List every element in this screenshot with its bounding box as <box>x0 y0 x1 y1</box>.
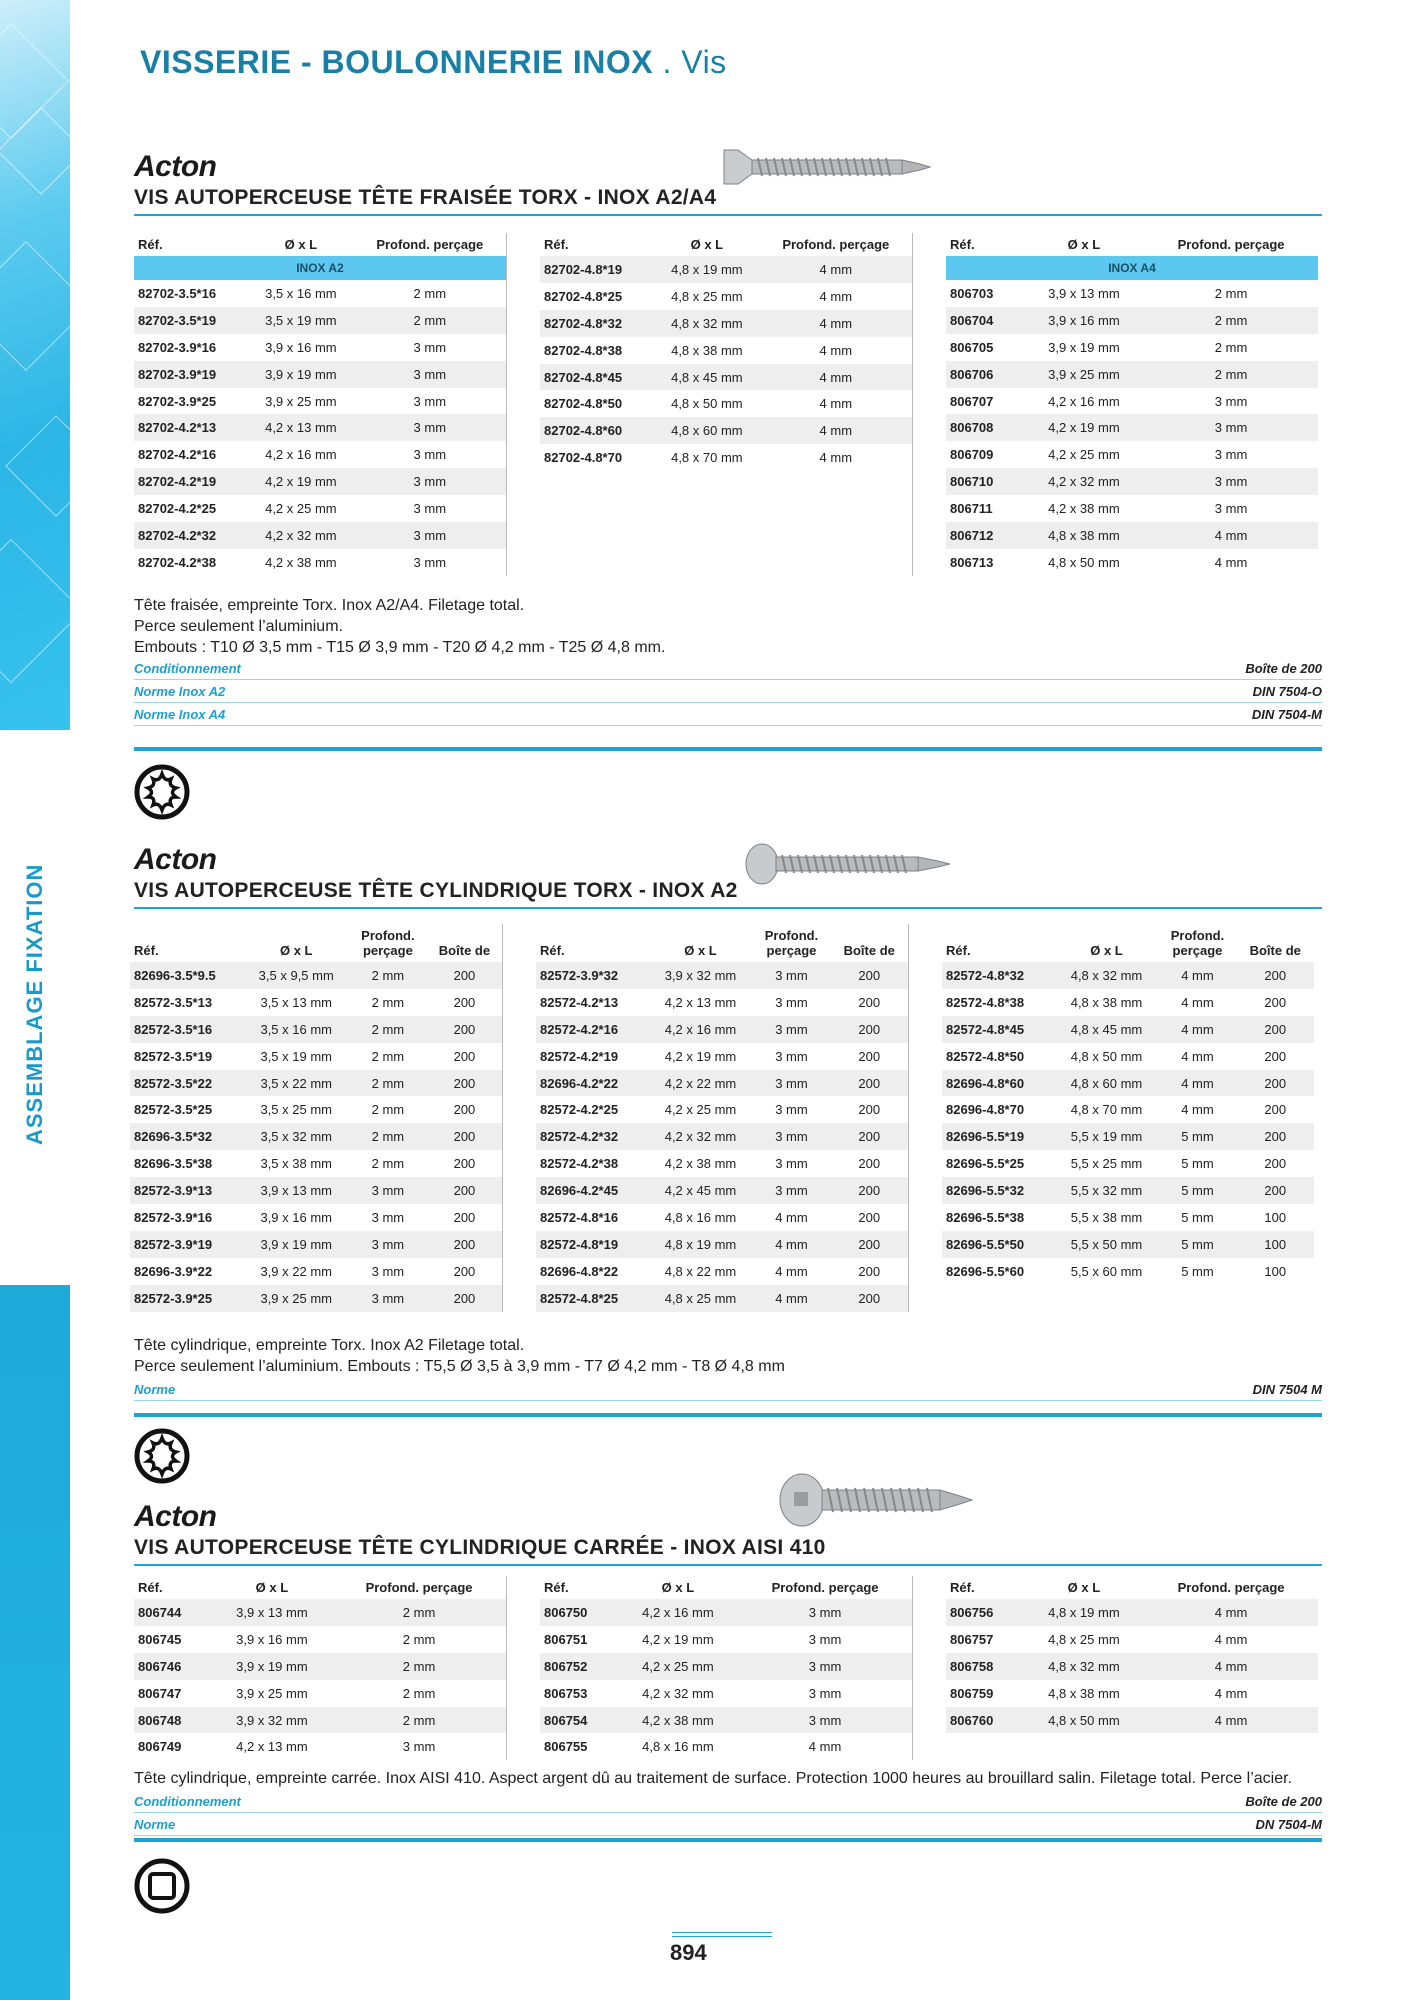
table-column <box>946 233 1318 576</box>
header-dim: Ø x L <box>1067 237 1101 252</box>
table-row: 806758 4,8 x 32 mm 4 mm <box>946 1653 1318 1680</box>
table-row: 806745 3,9 x 16 mm 2 mm <box>138 1631 436 1647</box>
table-row: 82702-4.8*38 4,8 x 38 mm 4 mm <box>544 342 853 358</box>
divider <box>134 214 1322 216</box>
page-title-sub: . Vis <box>662 44 727 80</box>
table-row: 82702-4.2*32 4,2 x 32 mm 3 mm <box>134 522 506 549</box>
table-row: 82702-4.8*45 4,8 x 45 mm 4 mm <box>540 364 912 391</box>
spec-list <box>134 1378 1322 1401</box>
table-row: 82702-4.8*25 4,8 x 25 mm 4 mm <box>544 288 853 304</box>
table-column <box>134 233 507 576</box>
table-row: 806710 4,2 x 32 mm 3 mm <box>946 468 1318 495</box>
table-row: 82696-3.5*38 3,5 x 38 mm 2 mm 200 <box>134 1156 476 1172</box>
table-column <box>946 1576 1318 1760</box>
table-row: 806750 4,2 x 16 mm 3 mm <box>540 1599 912 1626</box>
table-row: 82572-4.8*19 4,8 x 19 mm 4 mm 200 <box>536 1231 908 1258</box>
table-row: 82702-3.9*25 3,9 x 25 mm 3 mm <box>138 393 447 409</box>
brand-logo: Acton <box>134 1500 217 1533</box>
table-row: 82702-3.5*16 3,5 x 16 mm 2 mm <box>138 285 447 301</box>
table-row: 82696-4.2*22 4,2 x 22 mm 3 mm 200 <box>536 1070 908 1097</box>
table-row: 806749 4,2 x 13 mm 3 mm <box>138 1739 436 1755</box>
page-title <box>140 44 727 81</box>
header-ref: Réf. <box>946 943 971 958</box>
spec-row: Conditionnement Boîte de 200 <box>134 657 1322 680</box>
table-row: 806757 4,8 x 25 mm 4 mm <box>950 1631 1248 1647</box>
table-row: 82572-3.9*25 3,9 x 25 mm 3 mm 200 <box>130 1285 502 1312</box>
header-ref: Réf. <box>138 237 163 252</box>
spec-list <box>134 1790 1322 1836</box>
table-row: 82572-3.5*16 3,5 x 16 mm 2 mm 200 <box>130 1016 502 1043</box>
header-dim: Ø x L <box>279 943 313 958</box>
header-depth: Profond. perçage <box>1177 237 1285 252</box>
table-row: 82696-3.9*22 3,9 x 22 mm 3 mm 200 <box>134 1263 476 1279</box>
table-column <box>536 924 909 1312</box>
spec-list <box>134 657 1322 726</box>
square-drive-icon <box>134 1858 190 1914</box>
table-row: 806759 4,8 x 38 mm 4 mm <box>950 1685 1248 1701</box>
material-band: INOX A4 <box>946 256 1318 280</box>
table-row: 82572-4.2*32 4,2 x 32 mm 3 mm 200 <box>536 1123 908 1150</box>
header-box: Boîte de <box>843 943 895 958</box>
product-section-3 <box>134 1500 1322 1566</box>
header-ref: Réf. <box>134 943 159 958</box>
table-column <box>540 1576 913 1760</box>
table-row: 82702-4.8*32 4,8 x 32 mm 4 mm <box>540 310 912 337</box>
header-depth: Profond. perçage <box>361 928 415 958</box>
screw-cylinder-torx-image <box>742 842 956 886</box>
table-row: 82572-4.2*38 4,2 x 38 mm 3 mm 200 <box>540 1156 881 1172</box>
table-row: 82572-4.2*16 4,2 x 16 mm 3 mm 200 <box>536 1016 908 1043</box>
divider <box>134 1413 1322 1417</box>
table-row: 806705 3,9 x 19 mm 2 mm <box>950 339 1248 355</box>
table-row: 806711 4,2 x 38 mm 3 mm <box>950 501 1248 517</box>
table-row: 806703 3,9 x 13 mm 2 mm <box>950 285 1248 301</box>
table-row: 806713 4,8 x 50 mm 4 mm <box>950 554 1248 570</box>
table-row: 82572-3.5*25 3,5 x 25 mm 2 mm 200 <box>134 1102 476 1118</box>
table-row: 806712 4,8 x 38 mm 4 mm <box>946 522 1318 549</box>
table-row: 806751 4,2 x 19 mm 3 mm <box>544 1631 842 1647</box>
sidebar-label: ASSEMBLAGE FIXATION <box>22 863 47 1145</box>
table-row: 806747 3,9 x 25 mm 2 mm <box>138 1685 436 1701</box>
header-dim: Ø x L <box>284 237 318 252</box>
table-row: 82696-4.8*60 4,8 x 60 mm 4 mm 200 <box>942 1070 1314 1097</box>
table-row: 82702-4.2*16 4,2 x 16 mm 3 mm <box>138 447 447 463</box>
table-row: 82696-3.5*32 3,5 x 32 mm 2 mm 200 <box>130 1123 502 1150</box>
table-row: 82572-4.8*32 4,8 x 32 mm 4 mm 200 <box>942 962 1314 989</box>
spec-row: Norme DN 7504-M <box>134 1813 1322 1836</box>
table-row: 82696-5.5*32 5,5 x 32 mm 5 mm 200 <box>942 1177 1314 1204</box>
table-row: 806748 3,9 x 32 mm 2 mm <box>134 1707 506 1734</box>
table-row: 82696-5.5*60 5,5 x 60 mm 5 mm 100 <box>946 1263 1287 1279</box>
page-number-rule <box>672 1932 772 1937</box>
header-ref: Réf. <box>138 1580 163 1595</box>
table-row: 82572-3.9*16 3,9 x 16 mm 3 mm 200 <box>134 1209 476 1225</box>
header-depth: Profond. perçage <box>771 1580 879 1595</box>
table-row: 82702-4.8*50 4,8 x 50 mm 4 mm <box>544 396 853 412</box>
brand-logo: Acton <box>134 150 217 183</box>
description: Tête cylindrique, empreinte carrée. Inox AISI 410. Aspect argent dû au traitement de surface. Protection 1000 heures au brouillard salin. Filetage total. Perce l’acier. <box>134 1770 1292 1787</box>
description: Tête fraisée, empreinte Torx. Inox A2/A4. Filetage total. Perce seulement l’aluminium. Embouts : T10 Ø 3,5 mm - T15 Ø 3,9 mm - T20 Ø 4,2 mm - T25 Ø 4,8 mm. <box>134 597 666 656</box>
header-dim: Ø x L <box>684 943 717 958</box>
table-row: 82696-4.2*45 4,2 x 45 mm 3 mm 200 <box>536 1177 908 1204</box>
table-column <box>130 924 503 1312</box>
table-row: 806752 4,2 x 25 mm 3 mm <box>540 1653 912 1680</box>
table-row: 82702-4.8*19 4,8 x 19 mm 4 mm <box>540 256 912 283</box>
table-row: 806755 4,8 x 16 mm 4 mm <box>544 1739 842 1755</box>
header-ref: Réf. <box>544 1580 569 1595</box>
table-row: 82572-4.8*45 4,8 x 45 mm 4 mm 200 <box>942 1016 1314 1043</box>
table-row: 82702-4.8*70 4,8 x 70 mm 4 mm <box>544 450 853 466</box>
header-dim: Ø x L <box>1090 943 1123 958</box>
table-row: 806760 4,8 x 50 mm 4 mm <box>946 1707 1318 1734</box>
table-row: 82702-3.9*19 3,9 x 19 mm 3 mm <box>134 361 506 388</box>
spec-row: Norme DIN 7504 M <box>134 1378 1322 1401</box>
table-row: 82572-3.9*13 3,9 x 13 mm 3 mm 200 <box>130 1177 502 1204</box>
header-dim: Ø x L <box>255 1580 289 1595</box>
table-row: 82702-4.8*60 4,8 x 60 mm 4 mm <box>540 417 912 444</box>
product-title: VIS AUTOPERCEUSE TÊTE CYLINDRIQUE TORX - INOX A2 <box>134 879 738 902</box>
table-row: 82572-3.5*19 3,5 x 19 mm 2 mm 200 <box>134 1048 476 1064</box>
divider <box>134 1838 1322 1842</box>
screw-cylinder-square-image <box>776 1472 976 1532</box>
product-table-2 <box>130 924 1314 1312</box>
table-row: 82572-4.2*13 4,2 x 13 mm 3 mm 200 <box>540 994 881 1010</box>
divider <box>134 747 1322 751</box>
divider <box>134 907 1322 909</box>
table-row: 82696-4.8*22 4,8 x 22 mm 4 mm 200 <box>540 1263 881 1279</box>
header-dim: Ø x L <box>1067 1580 1101 1595</box>
table-row: 82702-3.5*19 3,5 x 19 mm 2 mm <box>134 307 506 334</box>
header-box: Boîte de <box>438 943 491 958</box>
header-ref: Réf. <box>540 943 565 958</box>
table-row: 82702-4.2*13 4,2 x 13 mm 3 mm <box>134 414 506 441</box>
table-row: 82572-4.2*25 4,2 x 25 mm 3 mm 200 <box>540 1102 881 1118</box>
product-table-1 <box>134 233 1318 576</box>
table-row: 82572-3.9*19 3,9 x 19 mm 3 mm 200 <box>130 1231 502 1258</box>
product-table-3 <box>134 1576 1318 1760</box>
sidebar-decoration <box>0 0 70 730</box>
spec-row: Norme Inox A2 DIN 7504-O <box>134 680 1322 703</box>
product-section-2 <box>134 843 1322 909</box>
table-row: 82572-4.2*19 4,2 x 19 mm 3 mm 200 <box>540 1048 881 1064</box>
header-depth: Profond. perçage <box>1177 1580 1285 1595</box>
table-row: 82572-4.8*50 4,8 x 50 mm 4 mm 200 <box>946 1048 1287 1064</box>
table-row: 806709 4,2 x 25 mm 3 mm <box>950 447 1248 463</box>
table-row: 82696-5.5*25 5,5 x 25 mm 5 mm 200 <box>946 1156 1287 1172</box>
header-depth: Profond. perçage <box>365 1580 473 1595</box>
table-row: 806707 4,2 x 16 mm 3 mm <box>950 393 1248 409</box>
table-row: 806704 3,9 x 16 mm 2 mm <box>946 307 1318 334</box>
table-row: 82696-4.8*70 4,8 x 70 mm 4 mm 200 <box>946 1102 1287 1118</box>
header-ref: Réf. <box>544 237 569 252</box>
table-row: 82702-3.9*16 3,9 x 16 mm 3 mm <box>138 339 447 355</box>
header-box: Boîte de <box>1249 943 1301 958</box>
product-title: VIS AUTOPERCEUSE TÊTE CYLINDRIQUE CARRÉE - INOX AISI 410 <box>134 1536 826 1559</box>
header-ref: Réf. <box>950 1580 975 1595</box>
table-row: 82696-5.5*38 5,5 x 38 mm 5 mm 100 <box>946 1209 1287 1225</box>
material-band: INOX A2 <box>134 256 506 280</box>
table-row: 806706 3,9 x 25 mm 2 mm <box>946 361 1318 388</box>
table-column <box>134 1576 507 1760</box>
table-row: 806756 4,8 x 19 mm 4 mm <box>946 1599 1318 1626</box>
header-depth: Profond. perçage <box>1170 928 1225 958</box>
header-dim: Ø x L <box>690 237 724 252</box>
table-row: 806746 3,9 x 19 mm 2 mm <box>134 1653 506 1680</box>
header-ref: Réf. <box>950 237 975 252</box>
header-depth: Profond. perçage <box>782 237 890 252</box>
product-title: VIS AUTOPERCEUSE TÊTE FRAISÉE TORX - INOX A2/A4 <box>134 186 717 209</box>
page-title-main: VISSERIE - BOULONNERIE INOX <box>140 44 654 80</box>
screw-countersunk-image <box>718 146 938 188</box>
table-row: 806754 4,2 x 38 mm 3 mm <box>540 1707 912 1734</box>
table-row: 82572-3.5*22 3,5 x 22 mm 2 mm 200 <box>130 1070 502 1097</box>
brand-logo: Acton <box>134 843 217 876</box>
page-number: 894 <box>670 1940 707 1965</box>
table-row: 806753 4,2 x 32 mm 3 mm <box>544 1685 842 1701</box>
table-row: 82702-4.2*25 4,2 x 25 mm 3 mm <box>138 501 447 517</box>
spec-row: Conditionnement Boîte de 200 <box>134 1790 1322 1813</box>
table-column <box>540 233 913 576</box>
torx-drive-icon <box>134 1428 190 1484</box>
table-row: 82696-5.5*50 5,5 x 50 mm 5 mm 100 <box>942 1231 1314 1258</box>
table-row: 82702-4.2*38 4,2 x 38 mm 3 mm <box>138 554 447 570</box>
table-row: 806744 3,9 x 13 mm 2 mm <box>134 1599 506 1626</box>
table-row: 82702-4.2*19 4,2 x 19 mm 3 mm <box>134 468 506 495</box>
table-row: 806708 4,2 x 19 mm 3 mm <box>946 414 1318 441</box>
table-row: 82572-4.8*16 4,8 x 16 mm 4 mm 200 <box>540 1209 881 1225</box>
table-row: 82572-4.8*38 4,8 x 38 mm 4 mm 200 <box>946 994 1287 1010</box>
table-row: 82696-3.5*9.5 3,5 x 9,5 mm 2 mm 200 <box>130 962 502 989</box>
torx-drive-icon <box>134 764 190 820</box>
header-depth: Profond. perçage <box>376 237 484 252</box>
header-dim: Ø x L <box>661 1580 695 1595</box>
description: Tête cylindrique, empreinte Torx. Inox A2 Filetage total. Perce seulement l’aluminium. Embouts : T5,5 Ø 3,5 à 3,9 mm - T7 Ø 4,2 mm - T8 Ø 4,8 mm <box>134 1337 785 1375</box>
table-row: 82696-5.5*19 5,5 x 19 mm 5 mm 200 <box>942 1123 1314 1150</box>
divider <box>134 1564 1322 1566</box>
header-depth: Profond. perçage <box>764 928 819 958</box>
table-column <box>942 924 1314 1312</box>
table-row: 82572-3.9*32 3,9 x 32 mm 3 mm 200 <box>536 962 908 989</box>
table-row: 82572-4.8*25 4,8 x 25 mm 4 mm 200 <box>536 1285 908 1312</box>
table-row: 82572-3.5*13 3,5 x 13 mm 2 mm 200 <box>134 994 476 1010</box>
spec-row: Norme Inox A4 DIN 7504-M <box>134 703 1322 726</box>
